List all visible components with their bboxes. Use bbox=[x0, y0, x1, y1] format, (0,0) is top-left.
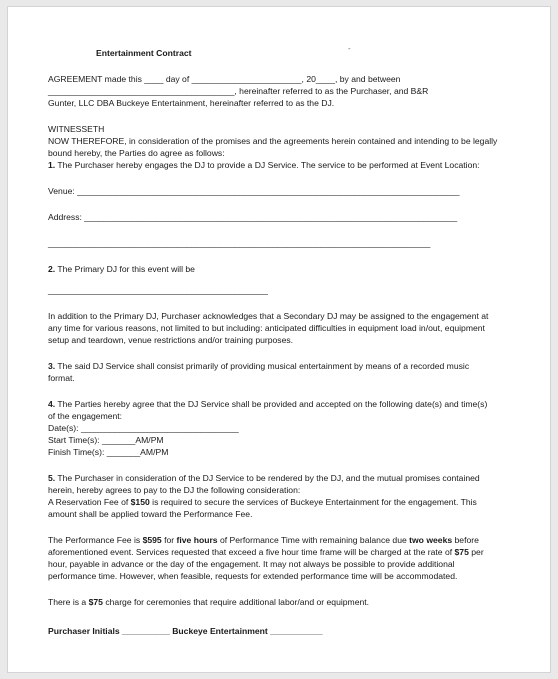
performance-text-c: of Performance Time with remaining balance due bbox=[217, 535, 410, 545]
corner-mark: - bbox=[348, 44, 351, 53]
section-2-text: The Primary DJ for this event will be bbox=[55, 264, 195, 274]
address-field-line-2: ________________________________________________________________________________ bbox=[48, 238, 431, 248]
ceremony-fee: $75 bbox=[88, 597, 103, 607]
performance-text-b: for bbox=[161, 535, 177, 545]
section-4 bbox=[48, 398, 513, 410]
contract-body bbox=[48, 44, 513, 637]
reservation-text-a: A Reservation Fee of bbox=[48, 497, 131, 507]
start-time-field: Start Time(s): _______AM/PM bbox=[48, 435, 164, 445]
secondary-dj-line-3: setup and teardown, venue restrictions and/or training purposes. bbox=[48, 335, 294, 345]
performance-text-d: before bbox=[452, 535, 479, 545]
intro-line-3: Gunter, LLC DBA Buckeye Entertainment, hereinafter referred to as the DJ. bbox=[48, 98, 335, 108]
performance-fee-line-3: hour, payable in advance or the day of the engagement. It may not always be possible to provide additional bbox=[48, 559, 455, 569]
performance-fee-line-1 bbox=[48, 534, 513, 546]
section-3-line-2: format. bbox=[48, 373, 75, 383]
performance-fee-amount: $595 bbox=[142, 535, 162, 545]
section-5-number: 5. bbox=[48, 473, 56, 483]
section-2 bbox=[48, 263, 513, 275]
ceremony-text-a: There is a bbox=[48, 597, 89, 607]
performance-text-a: The Performance Fee is bbox=[48, 535, 143, 545]
performance-weeks: two weeks bbox=[409, 535, 453, 545]
section-2-number: 2. bbox=[48, 264, 56, 274]
section-4-number: 4. bbox=[48, 399, 56, 409]
witnesseth-line-2: bound hereby, the Parties do agree as follows: bbox=[48, 148, 225, 158]
section-3-line-1: The said DJ Service shall consist primarily of providing musical entertainment by means of a recorded music bbox=[55, 361, 470, 371]
intro-line-2: _______________________________________, hereinafter referred to as the Purchaser, and B&R bbox=[48, 86, 429, 96]
section-5-line-4: amount shall be applied toward the Performance Fee. bbox=[48, 509, 253, 519]
witnesseth-heading: WITNESSETH bbox=[48, 124, 105, 134]
section-5 bbox=[48, 472, 513, 484]
intro-line-1: AGREEMENT made this ____ day of _______________________, 20____, by and between bbox=[48, 74, 401, 84]
address-field: Address: ______________________________________________________________________________ bbox=[48, 212, 458, 222]
secondary-dj-line-1: In addition to the Primary DJ, Purchaser acknowledges that a Secondary DJ may be assigned to the engagement at bbox=[48, 311, 489, 321]
section-5-line-2: herein, hereby agrees to pay to the DJ the following consideration: bbox=[48, 485, 301, 495]
section-4-line-2: of the engagement: bbox=[48, 411, 123, 421]
reservation-text-b: is required to secure the services of Buckeye Entertainment for the engagement. This bbox=[149, 497, 477, 507]
section-1 bbox=[48, 159, 513, 171]
section-1-number: 1. bbox=[48, 160, 56, 170]
performance-hours: five hours bbox=[176, 535, 218, 545]
overtime-rate: $75 bbox=[454, 547, 469, 557]
reservation-fee-line bbox=[48, 496, 513, 508]
secondary-dj-line-2: any time for various reasons, not limited to but including: anticipated difficulties in equipment load in/out, equipment bbox=[48, 323, 485, 333]
dates-field: Date(s): _________________________________ bbox=[48, 423, 239, 433]
section-3-number: 3. bbox=[48, 361, 56, 371]
witnesseth-line-1: NOW THEREFORE, in consideration of the promises and the agreements herein contained and intending to be legally bbox=[48, 136, 498, 146]
section-4-line-1: The Parties hereby agree that the DJ Service shall be provided and accepted on the following date(s) and time(s) bbox=[55, 399, 488, 409]
performance-fee-line-4: performance time. However, when feasible, requests for extended performance time will be accommodated. bbox=[48, 571, 458, 581]
venue-field: Venue: ________________________________________________________________________________ bbox=[48, 186, 460, 196]
ceremony-text-b: charge for ceremonies that require additional labor/and or equipment. bbox=[102, 597, 370, 607]
finish-time-field: Finish Time(s): _______AM/PM bbox=[48, 447, 169, 457]
reservation-fee-amount: $150 bbox=[130, 497, 150, 507]
primary-dj-blank: ______________________________________________ bbox=[48, 285, 268, 295]
performance-line-2-b: per bbox=[468, 547, 484, 557]
document-page bbox=[7, 6, 551, 673]
performance-line-2-a: aforementioned event. Services requested that exceed a five hour time frame will be charged at the rate of bbox=[48, 547, 455, 557]
section-1-text: The Purchaser hereby engages the DJ to provide a DJ Service. The service to be performed at Event Location: bbox=[55, 160, 480, 170]
section-3 bbox=[48, 360, 513, 372]
signature-line: Purchaser Initials __________ Buckeye Entertainment ___________ bbox=[48, 626, 323, 636]
section-5-line-1: The Purchaser in consideration of the DJ Service to be rendered by the DJ, and the mutual promises contained bbox=[55, 473, 480, 483]
ceremony-line bbox=[48, 596, 513, 608]
performance-fee-line-2 bbox=[48, 546, 513, 558]
page-title: Entertainment Contract bbox=[96, 48, 192, 58]
